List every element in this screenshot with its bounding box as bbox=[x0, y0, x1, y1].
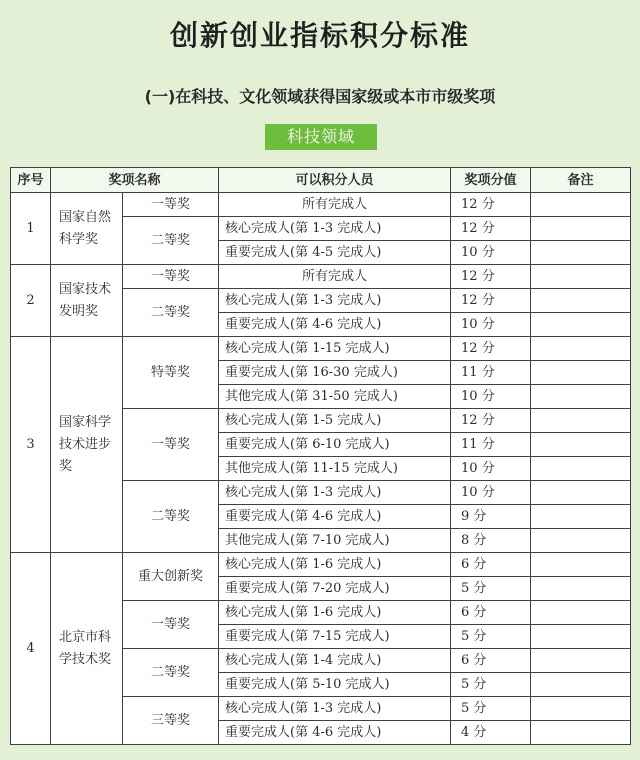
section-subtitle: (一)在科技、文化领域获得国家级或本市市级奖项 bbox=[144, 87, 496, 106]
remarks-cell bbox=[531, 193, 631, 217]
remarks-cell bbox=[531, 313, 631, 337]
award-level: 一等奖 bbox=[123, 601, 219, 649]
eligible-person: 重要完成人(第 7-20 完成人) bbox=[219, 577, 451, 601]
award-level: 二等奖 bbox=[123, 217, 219, 265]
eligible-person: 核心完成人(第 1-3 完成人) bbox=[219, 289, 451, 313]
header-no: 序号 bbox=[11, 168, 51, 193]
category-badge: 科技领域 bbox=[265, 124, 377, 150]
award-score: 12 分 bbox=[451, 217, 531, 241]
remarks-cell bbox=[531, 433, 631, 457]
remarks-cell bbox=[531, 625, 631, 649]
award-score: 11 分 bbox=[451, 433, 531, 457]
remarks-cell bbox=[531, 241, 631, 265]
page-title: 创新创业指标积分标准 bbox=[169, 19, 470, 52]
award-score: 12 分 bbox=[451, 289, 531, 313]
remarks-cell bbox=[531, 553, 631, 577]
eligible-person: 所有完成人 bbox=[219, 265, 451, 289]
award-level: 一等奖 bbox=[123, 409, 219, 481]
table-row bbox=[11, 553, 631, 577]
remarks-cell bbox=[531, 649, 631, 673]
remarks-cell bbox=[531, 601, 631, 625]
header-score: 奖项分值 bbox=[451, 168, 531, 193]
award-name: 北京市科学技术奖 bbox=[51, 553, 123, 745]
award-number: 1 bbox=[11, 193, 51, 265]
award-level: 三等奖 bbox=[123, 697, 219, 745]
remarks-cell bbox=[531, 457, 631, 481]
award-level: 一等奖 bbox=[123, 265, 219, 289]
award-name: 国家科学技术进步奖 bbox=[51, 337, 123, 553]
eligible-person: 重要完成人(第 5-10 完成人) bbox=[219, 673, 451, 697]
award-score: 4 分 bbox=[451, 721, 531, 745]
header-remarks: 备注 bbox=[531, 168, 631, 193]
table-row bbox=[11, 265, 631, 289]
remarks-cell bbox=[531, 385, 631, 409]
award-score: 10 分 bbox=[451, 481, 531, 505]
award-level: 二等奖 bbox=[123, 649, 219, 697]
eligible-person: 核心完成人(第 1-6 完成人) bbox=[219, 553, 451, 577]
remarks-cell bbox=[531, 481, 631, 505]
award-number: 3 bbox=[11, 337, 51, 553]
eligible-person: 所有完成人 bbox=[219, 193, 451, 217]
eligible-person: 核心完成人(第 1-3 完成人) bbox=[219, 217, 451, 241]
eligible-person: 重要完成人(第 4-5 完成人) bbox=[219, 241, 451, 265]
award-score: 11 分 bbox=[451, 361, 531, 385]
award-score: 5 分 bbox=[451, 697, 531, 721]
table-body bbox=[11, 193, 631, 745]
award-score: 10 分 bbox=[451, 457, 531, 481]
remarks-cell bbox=[531, 529, 631, 553]
eligible-person: 核心完成人(第 1-5 完成人) bbox=[219, 409, 451, 433]
eligible-person: 重要完成人(第 7-15 完成人) bbox=[219, 625, 451, 649]
remarks-cell bbox=[531, 673, 631, 697]
header-eligible-persons: 可以积分人员 bbox=[219, 168, 451, 193]
award-score: 12 分 bbox=[451, 193, 531, 217]
eligible-person: 核心完成人(第 1-15 完成人) bbox=[219, 337, 451, 361]
eligible-person: 核心完成人(第 1-3 完成人) bbox=[219, 697, 451, 721]
eligible-person: 其他完成人(第 31-50 完成人) bbox=[219, 385, 451, 409]
eligible-person: 重要完成人(第 6-10 完成人) bbox=[219, 433, 451, 457]
remarks-cell bbox=[531, 337, 631, 361]
award-score: 10 分 bbox=[451, 385, 531, 409]
header-award-name: 奖项名称 bbox=[51, 168, 219, 193]
award-score: 9 分 bbox=[451, 505, 531, 529]
award-score: 6 分 bbox=[451, 553, 531, 577]
remarks-cell bbox=[531, 265, 631, 289]
award-level: 一等奖 bbox=[123, 193, 219, 217]
remarks-cell bbox=[531, 217, 631, 241]
award-level: 二等奖 bbox=[123, 289, 219, 337]
award-score-table bbox=[10, 167, 631, 745]
eligible-person: 核心完成人(第 1-6 完成人) bbox=[219, 601, 451, 625]
award-score: 8 分 bbox=[451, 529, 531, 553]
award-level: 特等奖 bbox=[123, 337, 219, 409]
remarks-cell bbox=[531, 577, 631, 601]
award-score: 10 分 bbox=[451, 313, 531, 337]
remarks-cell bbox=[531, 361, 631, 385]
table-header-row bbox=[11, 168, 631, 193]
award-name: 国家自然科学奖 bbox=[51, 193, 123, 265]
remarks-cell bbox=[531, 289, 631, 313]
remarks-cell bbox=[531, 505, 631, 529]
table-row bbox=[11, 337, 631, 361]
table-row bbox=[11, 193, 631, 217]
award-level: 重大创新奖 bbox=[123, 553, 219, 601]
remarks-cell bbox=[531, 697, 631, 721]
eligible-person: 核心完成人(第 1-4 完成人) bbox=[219, 649, 451, 673]
award-name: 国家技术发明奖 bbox=[51, 265, 123, 337]
eligible-person: 重要完成人(第 16-30 完成人) bbox=[219, 361, 451, 385]
eligible-person: 其他完成人(第 11-15 完成人) bbox=[219, 457, 451, 481]
eligible-person: 核心完成人(第 1-3 完成人) bbox=[219, 481, 451, 505]
award-score: 12 分 bbox=[451, 409, 531, 433]
eligible-person: 其他完成人(第 7-10 完成人) bbox=[219, 529, 451, 553]
award-score: 6 分 bbox=[451, 649, 531, 673]
eligible-person: 重要完成人(第 4-6 完成人) bbox=[219, 313, 451, 337]
award-score: 5 分 bbox=[451, 625, 531, 649]
eligible-person: 重要完成人(第 4-6 完成人) bbox=[219, 721, 451, 745]
award-score: 12 分 bbox=[451, 337, 531, 361]
award-score: 12 分 bbox=[451, 265, 531, 289]
award-level: 二等奖 bbox=[123, 481, 219, 553]
award-score: 5 分 bbox=[451, 577, 531, 601]
remarks-cell bbox=[531, 409, 631, 433]
remarks-cell bbox=[531, 721, 631, 745]
award-score: 5 分 bbox=[451, 673, 531, 697]
award-number: 2 bbox=[11, 265, 51, 337]
eligible-person: 重要完成人(第 4-6 完成人) bbox=[219, 505, 451, 529]
award-score: 6 分 bbox=[451, 601, 531, 625]
award-score: 10 分 bbox=[451, 241, 531, 265]
award-number: 4 bbox=[11, 553, 51, 745]
